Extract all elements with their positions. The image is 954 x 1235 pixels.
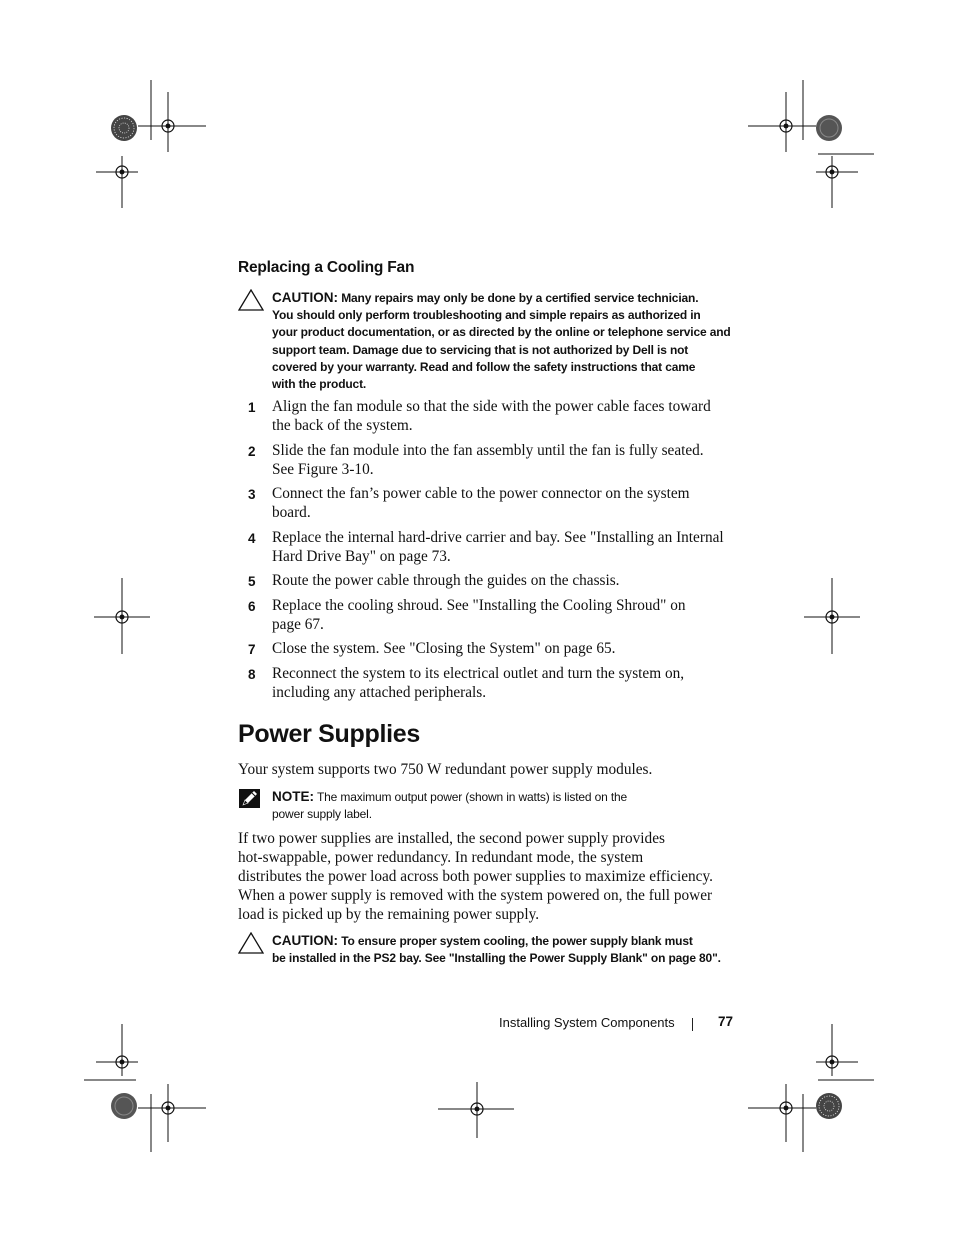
note-label: NOTE: <box>272 789 314 804</box>
step-number: 3 <box>248 487 256 502</box>
paragraph-line: If two power supplies are installed, the second power supply provides <box>238 830 665 847</box>
intro-paragraph: Your system supports two 750 W redundant power supply modules. <box>238 761 653 778</box>
caution-text-line: with the product. <box>272 377 367 392</box>
procedure-step <box>238 596 738 634</box>
paragraph-line: hot-swappable, power redundancy. In redundant mode, the system <box>238 849 644 866</box>
step-number: 4 <box>248 530 256 546</box>
page-number: 77 <box>718 1014 734 1029</box>
footer-separator <box>692 1018 693 1031</box>
caution-label: CAUTION: <box>272 290 338 305</box>
paragraph-line: When a power supply is removed with the system powered on, the full power <box>238 887 713 904</box>
caution-text-line: Many repairs may only be done by a certified service technician. <box>341 291 699 305</box>
step-text-line: Connect the fan’s power cable to the power connector on the system <box>272 485 690 502</box>
footer-chapter-name: Installing System Components <box>499 1015 675 1030</box>
procedure-step <box>238 441 738 479</box>
paragraph-line: distributes the power load across both power supplies to maximize efficiency. <box>238 868 713 885</box>
step-text-line: See Figure 3-10. <box>272 460 374 478</box>
registration-mark-bottom-center <box>438 1082 518 1142</box>
section-heading: Replacing a Cooling Fan <box>238 259 415 276</box>
procedure-step <box>238 397 738 435</box>
body-paragraph <box>238 829 738 924</box>
caution-text-line: To ensure proper system cooling, the power supply blank must <box>341 934 693 948</box>
caution-text-line: be installed in the PS2 bay. See "Installing the Power Supply Blank" on page 80". <box>272 951 721 966</box>
step-number: 6 <box>248 598 256 614</box>
note-notice <box>238 788 738 823</box>
step-text-line: page 67. <box>272 615 324 633</box>
step-text-line: Close the system. See "Closing the System" on page 65. <box>272 640 616 657</box>
procedure-steps <box>238 397 738 707</box>
note-text-line: The maximum output power (shown in watts) is listed on the <box>316 790 628 804</box>
registration-mark-middle-right <box>804 578 864 656</box>
step-text-line: Reconnect the system to its electrical outlet and turn the system on, <box>272 664 685 682</box>
caution-notice-power-supply <box>238 932 738 967</box>
step-text-line: Align the fan module so that the side with the power cable faces toward <box>272 398 711 415</box>
step-number: 8 <box>248 666 256 682</box>
caution-notice <box>238 289 738 393</box>
step-number: 1 <box>248 400 256 415</box>
procedure-step <box>238 484 738 522</box>
registration-mark-top-right <box>744 80 874 212</box>
caution-text-line: support team. Damage due to servicing that is not authorized by Dell is not <box>272 342 689 357</box>
step-text-line: Hard Drive Bay" on page 73. <box>272 547 451 565</box>
procedure-step <box>238 664 738 702</box>
registration-mark-bottom-right <box>744 1024 874 1156</box>
chapter-title: Power Supplies <box>238 720 420 748</box>
caution-triangle-icon <box>238 932 264 958</box>
registration-mark-middle-left <box>94 578 154 656</box>
caution-label: CAUTION: <box>272 933 338 948</box>
caution-text-line: You should only perform troubleshooting and simple repairs as authorized in <box>272 308 701 323</box>
note-text-line: power supply label. <box>272 807 372 822</box>
step-text-line: including any attached peripherals. <box>272 683 487 701</box>
pencil-note-icon <box>238 788 262 814</box>
step-text-line: Replace the cooling shroud. See "Installing the Cooling Shroud" on <box>272 596 686 614</box>
registration-mark-top-left <box>84 80 214 212</box>
procedure-step <box>238 639 738 658</box>
caution-triangle-icon <box>238 289 264 315</box>
step-text-line: Replace the internal hard-drive carrier and bay. See "Installing an Internal <box>272 528 724 546</box>
step-text-line: board. <box>272 504 311 521</box>
procedure-step <box>238 571 738 590</box>
step-number: 7 <box>248 642 256 657</box>
step-number: 2 <box>248 443 256 459</box>
procedure-step <box>238 528 738 566</box>
step-text-line: the back of the system. <box>272 417 413 434</box>
caution-text-line: covered by your warranty. Read and follow the safety instructions that came <box>272 359 696 374</box>
step-number: 5 <box>248 574 256 589</box>
step-text-line: Route the power cable through the guides on the chassis. <box>272 572 620 589</box>
caution-text-line: your product documentation, or as directed by the online or telephone service and <box>272 325 731 340</box>
step-text-line: Slide the fan module into the fan assembly until the fan is fully seated. <box>272 441 704 459</box>
paragraph-line: load is picked up by the remaining power supply. <box>238 906 540 923</box>
registration-mark-bottom-left <box>84 1024 214 1156</box>
